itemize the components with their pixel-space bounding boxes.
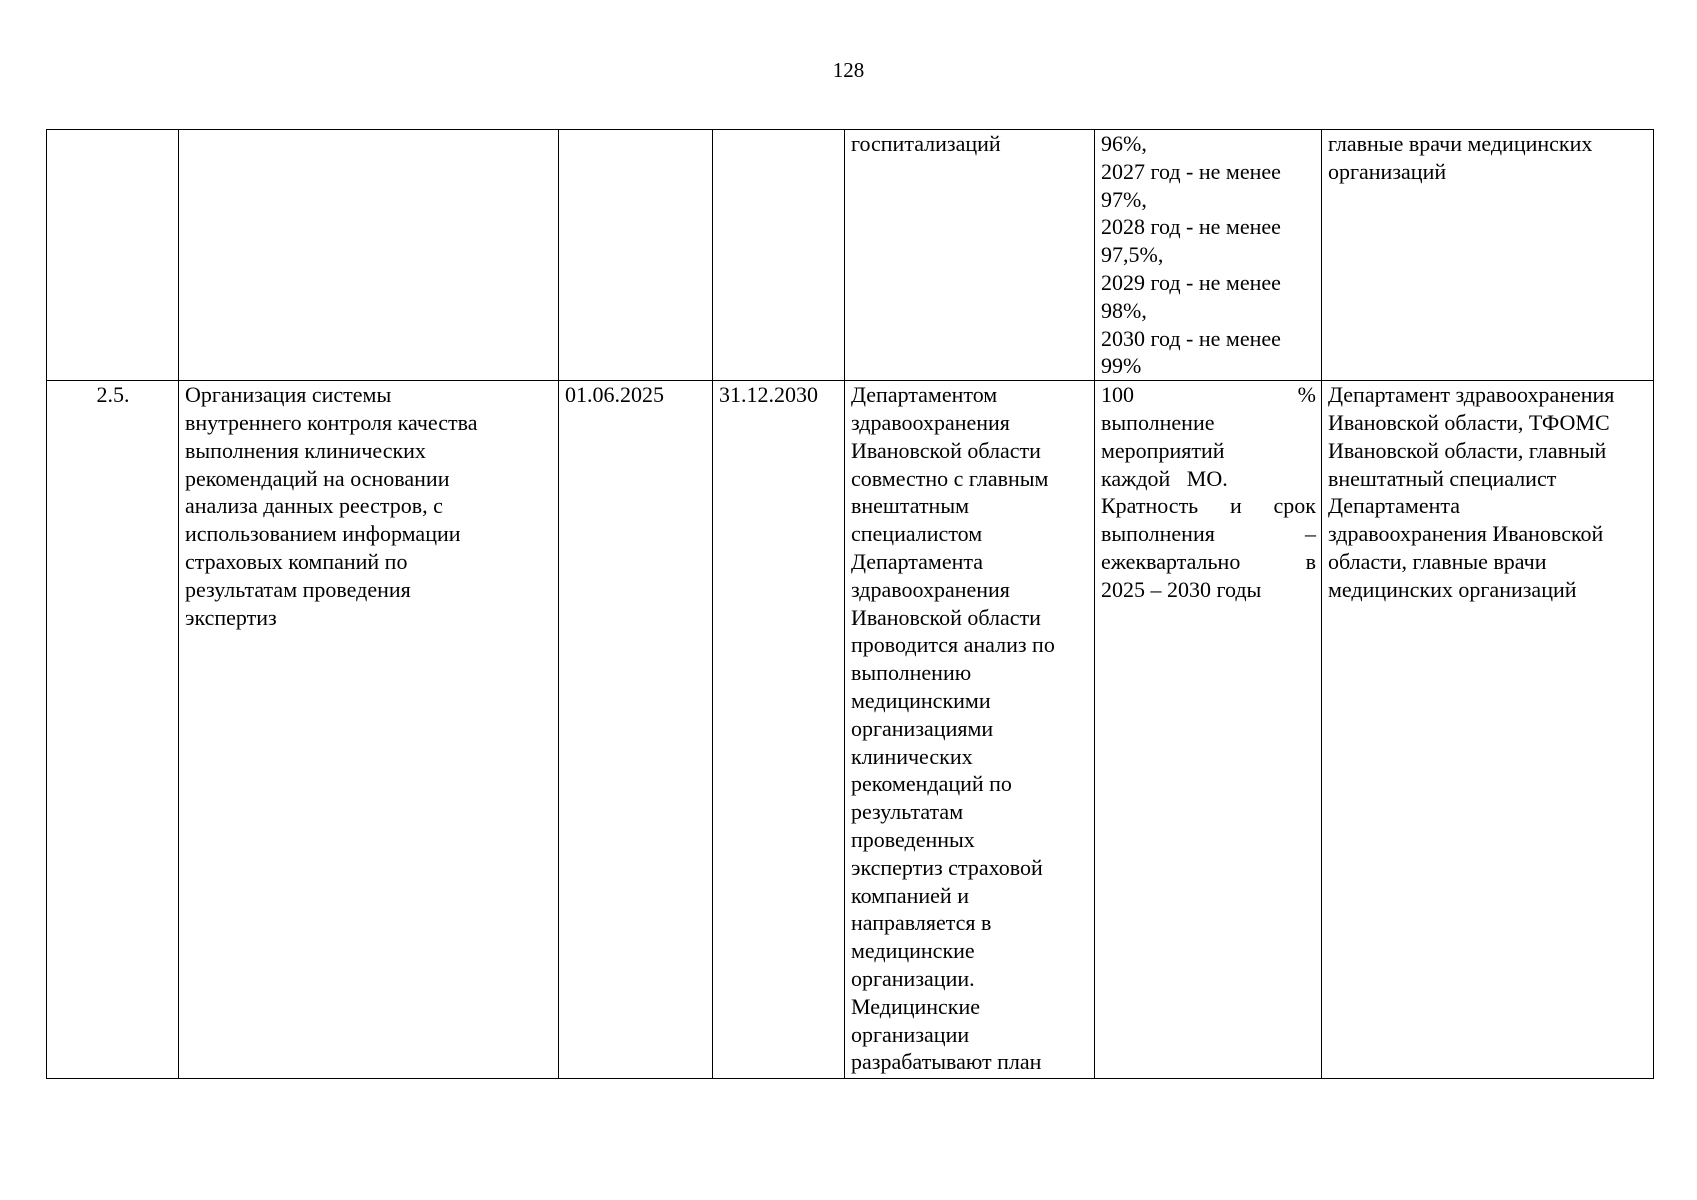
word: 100 — [1101, 382, 1134, 408]
text-line: направляется в — [851, 910, 992, 936]
text-line: Организация системы — [185, 382, 392, 408]
text-line — [1101, 492, 1316, 520]
cell-indicator — [1095, 130, 1322, 381]
text-line: главные врачи медицинских — [1328, 131, 1593, 156]
text-line: экспертиз — [185, 604, 277, 630]
table-row-2-5 — [47, 381, 1654, 1079]
cell-action — [179, 381, 559, 1079]
text-line: Департаментом — [851, 382, 998, 408]
word: ежеквартально — [1101, 548, 1241, 574]
text-line: организациями — [851, 715, 994, 741]
text-line: выполнению — [851, 660, 972, 686]
cell-mechanism — [845, 130, 1095, 381]
text-line: результатам — [851, 799, 964, 825]
text-line: страховых компаний по — [185, 548, 408, 574]
text-line: 98%, — [1101, 297, 1147, 323]
text-line — [1101, 381, 1316, 409]
text-line: 96%, — [1101, 131, 1147, 156]
word: каждой — [1101, 465, 1171, 491]
cell-number — [47, 130, 179, 381]
text-line: Департамента — [1328, 493, 1461, 519]
text-line: внутреннего контроля качества — [185, 409, 478, 435]
text-line: 2027 год - не менее — [1101, 158, 1281, 184]
text-line: здравоохранения — [851, 576, 1010, 602]
word: выполнения — [1101, 521, 1215, 547]
text-line: анализа данных реестров, с — [185, 493, 443, 519]
cell-responsible — [1322, 130, 1654, 381]
text-line: 97%, — [1101, 186, 1147, 212]
text-line: специалистом — [851, 521, 983, 547]
text-line: организации — [851, 1021, 970, 1047]
cell-responsible — [1322, 381, 1654, 1079]
word: срок — [1273, 493, 1316, 519]
text-line: клинических — [851, 743, 973, 769]
text-line: совместно с главным — [851, 465, 1049, 491]
text-line: Ивановской области — [851, 437, 1041, 463]
text-line: здравоохранения Ивановской — [1328, 521, 1604, 547]
text-line: 97,5%, — [1101, 242, 1164, 268]
text-line: экспертиз страховой — [851, 854, 1043, 880]
text-line: Медицинские — [851, 993, 981, 1019]
text-line: компанией и — [851, 882, 969, 908]
cell-end-date: 31.12.2030 — [713, 381, 845, 1079]
text-line: проводится анализ по — [851, 632, 1055, 658]
text-line: проведенных — [851, 826, 975, 852]
text-line: Ивановской области, главный — [1328, 437, 1607, 463]
cell-indicator — [1095, 381, 1322, 1079]
text-line: организации. — [851, 965, 975, 991]
text-line: 2030 год - не менее — [1101, 325, 1281, 351]
word: – — [1305, 521, 1316, 547]
word: и — [1229, 493, 1242, 519]
text-line: 2029 год - не менее — [1101, 269, 1281, 295]
cell-end-date — [713, 130, 845, 381]
word: МО. — [1186, 465, 1228, 491]
text-line: медицинских организаций — [1328, 576, 1577, 602]
word: в — [1305, 548, 1316, 574]
text-line: внештатным — [851, 493, 970, 519]
cell-mechanism — [845, 381, 1095, 1079]
text-line: здравоохранения — [851, 409, 1010, 435]
text-line: области, главные врачи — [1328, 548, 1547, 574]
text-line: разрабатывают план — [851, 1049, 1042, 1075]
text-line: Департамент здравоохранения — [1328, 382, 1615, 408]
text-line: выполнение — [1101, 409, 1215, 435]
text-line: Ивановской области, ТФОМС — [1328, 409, 1610, 435]
word: Кратность — [1101, 493, 1199, 519]
text-line: использованием информации — [185, 521, 461, 547]
text-line: мероприятий — [1101, 437, 1225, 463]
plan-table — [46, 129, 1654, 1079]
cell-number: 2.5. — [47, 381, 179, 1079]
text-line — [1101, 548, 1316, 576]
text-line: выполнения клинических — [185, 437, 426, 463]
text-line: организаций — [1328, 158, 1447, 184]
text-line: рекомендаций по — [851, 771, 1012, 797]
text-line: Ивановской области — [851, 604, 1041, 630]
text-line — [1101, 465, 1316, 493]
text-line — [1101, 520, 1316, 548]
cell-start-date — [559, 130, 713, 381]
text-line: медицинскими — [851, 687, 991, 713]
text-line: рекомендаций на основании — [185, 465, 450, 491]
text-line: внештатный специалист — [1328, 465, 1557, 491]
word: % — [1297, 382, 1316, 408]
cell-action — [179, 130, 559, 381]
text-line: медицинские — [851, 938, 975, 964]
page-number: 128 — [832, 58, 865, 82]
text-line: 2028 год - не менее — [1101, 214, 1281, 240]
text-line: Департамента — [851, 548, 984, 574]
table-row-continuation — [47, 130, 1654, 381]
text-line: 2025 – 2030 годы — [1101, 576, 1262, 602]
text-line: 99% — [1101, 353, 1142, 379]
text-line: госпитализаций — [851, 131, 1001, 156]
text-line: результатам проведения — [185, 576, 411, 602]
cell-start-date: 01.06.2025 — [559, 381, 713, 1079]
